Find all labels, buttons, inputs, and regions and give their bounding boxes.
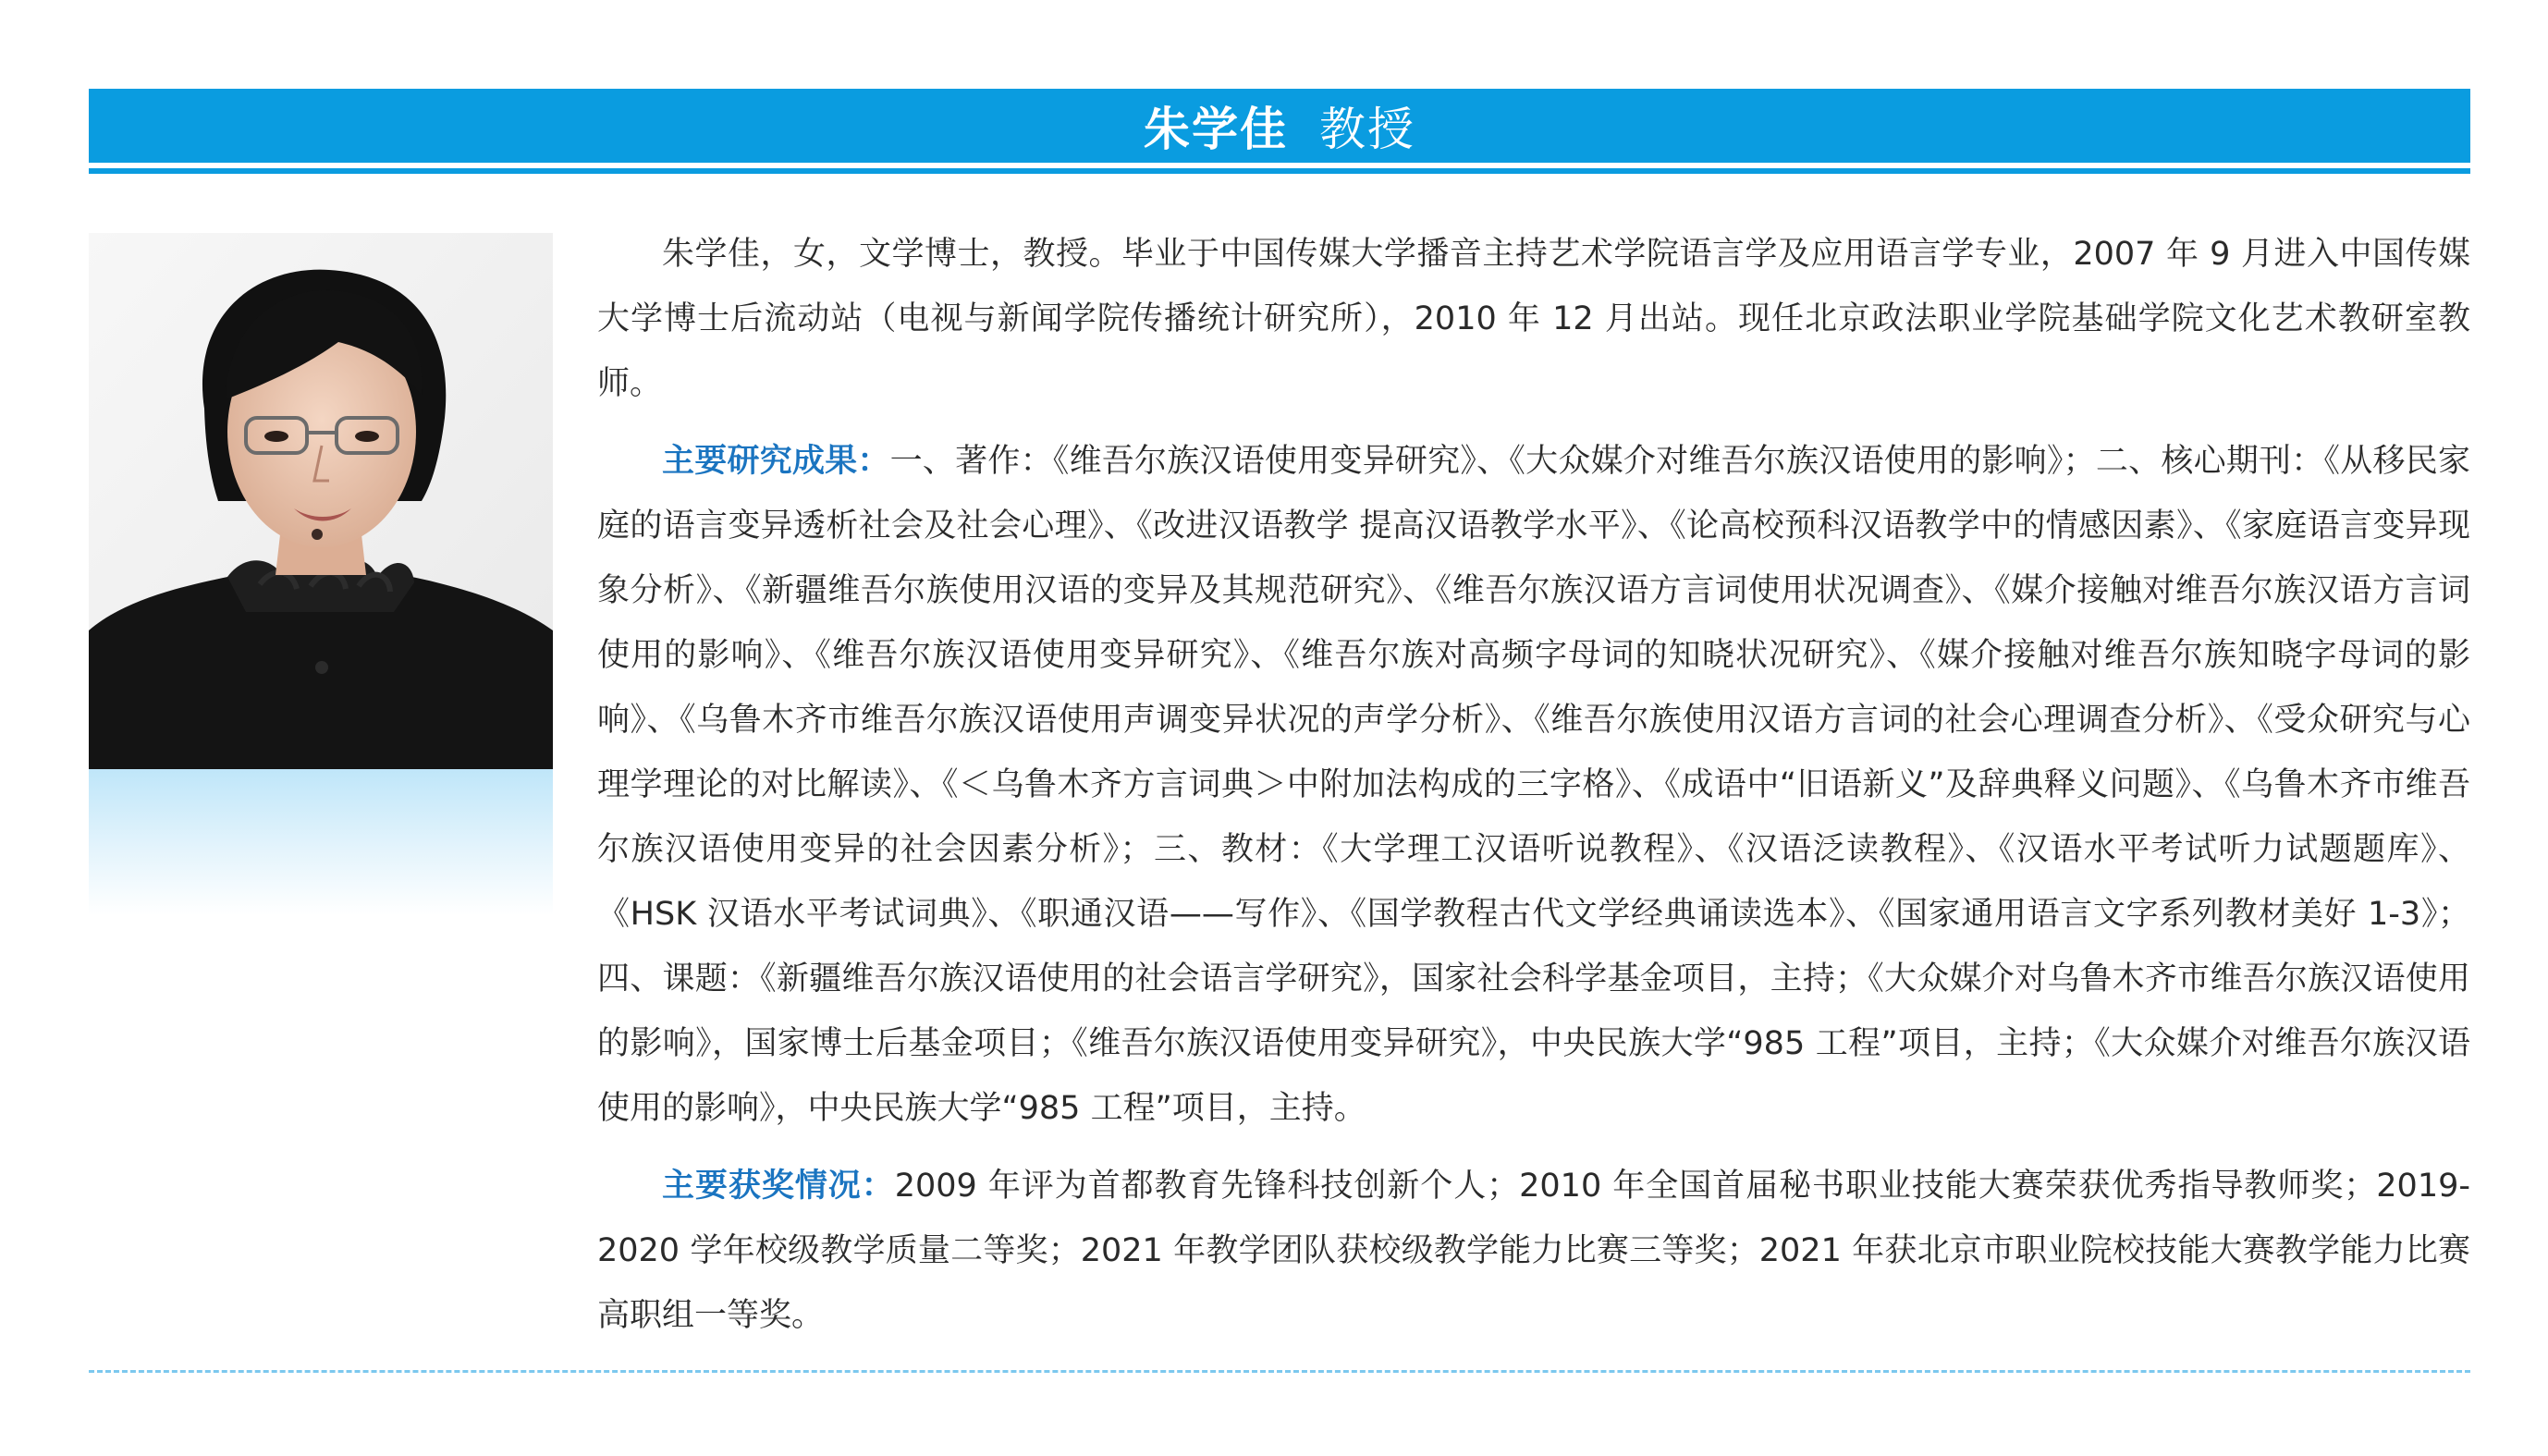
research-paragraph: [597, 429, 2470, 1141]
research-text: 一、著作：《维吾尔族汉语使用变异研究》、《大众媒介对维吾尔族汉语使用的影响》；二、核心期刊：《从移民家庭的语言变异透析社会及社会心理》、《改进汉语教学 提高汉语教学水平》、《论高校预科汉语教学中的情感因素》、《家庭语言变异现象分析》、《新疆维吾尔族使用汉语的变异及其规范研究》、《维吾尔族汉语方言词使用状况调查》、《媒介接触对维吾尔族汉语方言词使用的影响》、《维吾尔族汉语使用变异研究》、《维吾尔族对高频字母词的知晓状况研究》、《媒介接触对维吾尔族知晓字母词的影响》、《乌鲁木齐市维吾尔族汉语使用声调变异状况的声学分析》、《维吾尔族使用汉语方言词的社会心理调查分析》、《受众研究与心理学理论的对比解读》、《＜乌鲁木齐方言词典＞中附加法构成的三字格》、《成语中“旧语新义”及辞典释义问题》、《乌鲁木齐市维吾尔族汉语使用变异的社会因素分析》；三、教材：《大学理工汉语听说教程》、《汉语泛读教程》、《汉语水平考试听力试题题库》、《HSK 汉语水平考试词典》、《职通汉语——写作》、《国学教程古代文学经典诵读选本》、《国家通用语言文字系列教材美好 1-3》；四、课题：《新疆维吾尔族汉语使用的社会语言学研究》，国家社会科学基金项目，主持；《大众媒介对乌鲁木齐市维吾尔族汉语使用的影响》，国家博士后基金项目；《维吾尔族汉语使用变异研究》，中央民族大学“985 工程”项目，主持；《大众媒介对维吾尔族汉语使用的影响》，中央民族大学“985 工程”项目，主持。: [597, 443, 2470, 1127]
awards-text: 2009 年评为首都教育先锋科技创新个人；2010 年全国首届秘书职业技能大赛荣获优秀指导教师奖；2019-2020 学年校级教学质量二等奖；2021 年教学团队获校级教学能力比赛三等奖；2021 年获北京市职业院校技能大赛教学能力比赛高职组一等奖。: [597, 1168, 2470, 1334]
title-underline: [89, 168, 2470, 174]
awards-label: 主要获奖情况：: [662, 1168, 895, 1205]
bio-content: [597, 222, 2470, 1361]
bio-intro-paragraph: [597, 222, 2470, 416]
bio-intro-text: 朱学佳，女，文学博士，教授。毕业于中国传媒大学播音主持艺术学院语言学及应用语言学专业，2007 年 9 月进入中国传媒大学博士后流动站（电视与新闻学院传播统计研究所），2010 年 12 月出站。现任北京政法职业学院基础学院文化艺术教研室教师。: [597, 236, 2470, 402]
research-label: 主要研究成果：: [662, 443, 890, 480]
profile-name: 朱学佳: [1144, 103, 1288, 156]
title-banner: [89, 89, 2470, 163]
profile-role: 教授: [1319, 103, 1415, 156]
photo-gradient-fade: [89, 769, 553, 915]
awards-paragraph: [597, 1154, 2470, 1348]
bottom-dashed-divider: [89, 1370, 2470, 1373]
portrait-photo: [89, 233, 553, 769]
